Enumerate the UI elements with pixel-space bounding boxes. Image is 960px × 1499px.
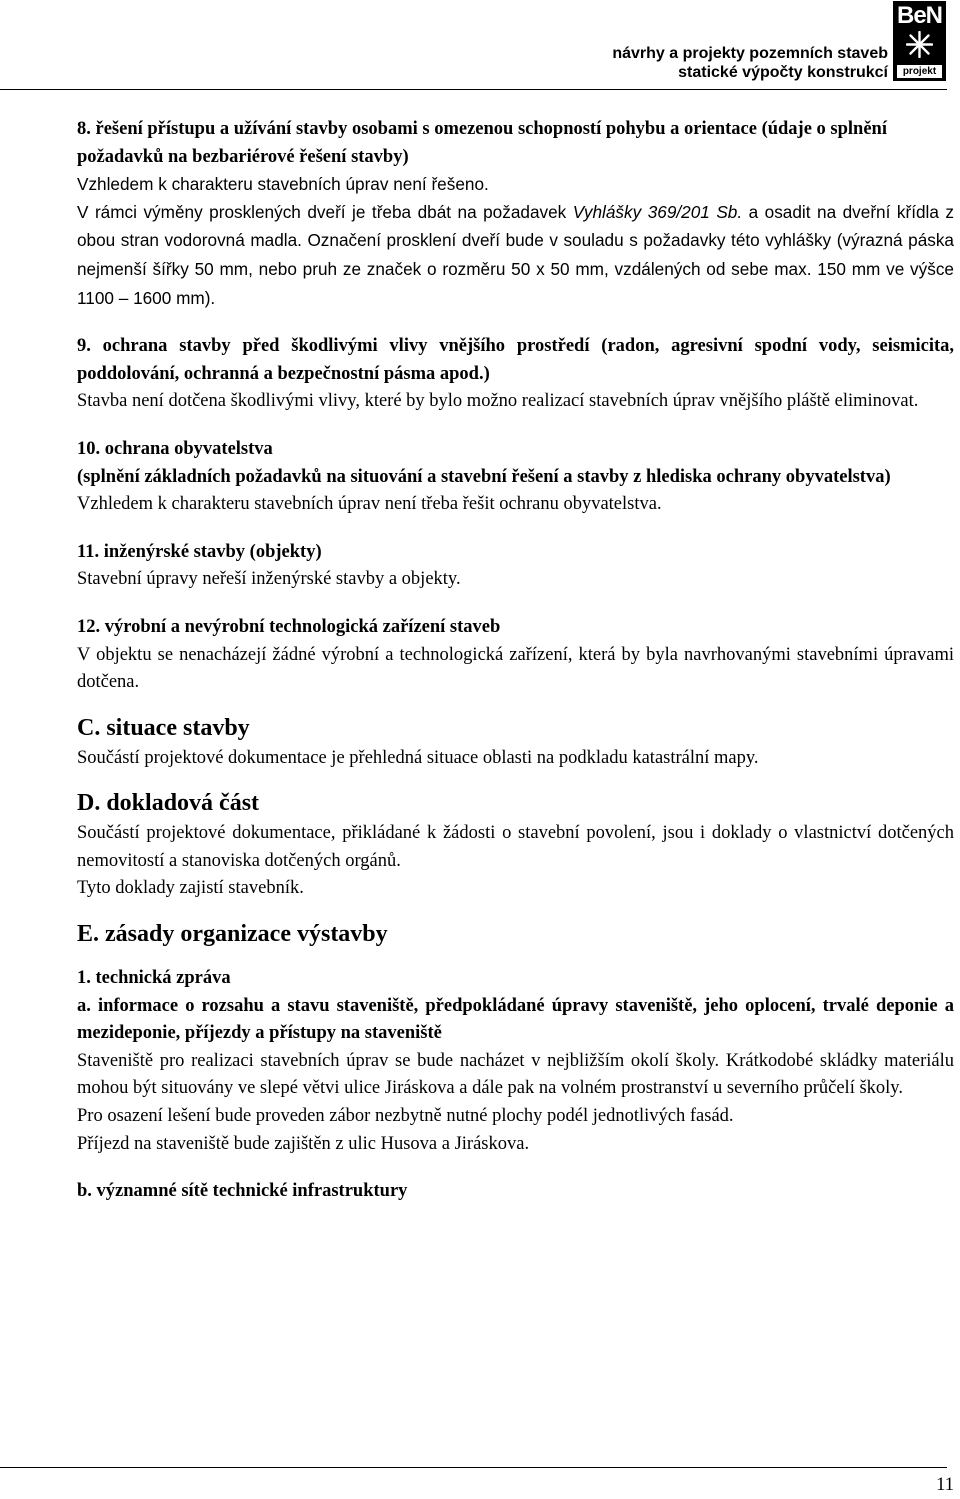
section-e-subheading-1: 1. technická zpráva: [77, 968, 231, 989]
decree-reference: Vyhlášky 369/201 Sb.: [572, 201, 743, 222]
section-12-heading: 12. výrobní a nevýrobní technologická zařízení staveb: [77, 616, 501, 637]
section-c-text: Součástí projektové dokumentace je přehledná situace oblasti na podkladu katastrální mapy.: [77, 747, 759, 768]
section-d-text-1: Součástí projektové dokumentace, přikládané k žádosti o stavební povolení, jsou i doklady o vlastnictví dotčených nemovitostí a stanoviska dotčených orgánů.: [77, 823, 954, 871]
section-10-subheading: (splnění základních požadavků na situování a stavební řešení a stavby z hlediska ochrany obyvatelstva): [77, 466, 891, 487]
section-d-heading: D. dokladová část: [77, 790, 260, 817]
section-8-text-2d: Označení prosklení dveří bude v souladu s požadavky této vyhlášky (výrazná páska nejmenší šířky 50 mm, nebo pruh ze značek o rozměru 50 x 50 mm, vzdálených od sebe max. 150 mm ve výšce 1100 – 1600 mm).: [77, 230, 954, 308]
header-line-1: návrhy a projekty pozemních staveb: [612, 45, 888, 62]
header-text: [612, 44, 888, 82]
header-rule: [0, 89, 947, 90]
section-e-text-2: Pro osazení lešení bude proveden zábor nezbytně nutné plochy podél jednotlivých fasád.: [77, 1106, 734, 1127]
section-11-heading: 11. inženýrské stavby (objekty): [77, 541, 322, 562]
section-c-heading: C. situace stavby: [77, 714, 250, 741]
section-10-text: Vzhledem k charakteru stavebních úprav není třeba řešit ochranu obyvatelstva.: [77, 494, 662, 515]
section-e-text-1: Staveniště pro realizaci stavebních úprav se bude nacházet v nejbližším okolí školy. Krátkodobé skládky materiálu mohou být situovány ve slepé větvi ulice Jiráskova a dále pak na volném prostranství u severního průčelí školy.: [77, 1050, 954, 1099]
section-9-text: Stavba není dotčena škodlivými vlivy, které by bylo možno realizací stavebních úprav vnějšího pláště eliminovat.: [77, 391, 919, 412]
section-d-text-2: Tyto doklady zajistí stavebník.: [77, 878, 304, 899]
section-10-heading: 10. ochrana obyvatelstva: [77, 438, 273, 459]
section-8-text-2: [77, 199, 954, 313]
section-8-text-1: Vzhledem k charakteru stavebních úprav není řešeno.: [77, 174, 489, 195]
logo-text: BeN: [896, 2, 942, 29]
document-body: [77, 116, 954, 1206]
section-11-text: Stavební úpravy neřeší inženýrské stavby a objekty.: [77, 569, 461, 590]
section-8-text-2c: a osadit na dveřní křídla z obou stran vodorovná madla.: [77, 201, 954, 251]
section-e-text-3: Příjezd na staveniště bude zajištěn z ulic Husova a Jiráskova.: [77, 1133, 530, 1154]
logo-tag: projekt: [897, 65, 942, 78]
footer-rule: [0, 1467, 947, 1468]
company-logo: [893, 1, 946, 81]
section-8-heading: 8. řešení přístupu a užívání stavby osobami s omezenou schopností pohybu a orientace (údaje o splnění požadavků na bezbariérové řešení stavby): [77, 119, 887, 167]
section-e-subheading-a: a. informace o rozsahu a stavu staveniště, předpokládané úpravy staveniště, jeho oplocení, trvalé deponie a mezideponie, příjezdy a přístupy na staveniště: [77, 995, 954, 1044]
page-number: 11: [936, 1475, 954, 1495]
star-icon: [906, 31, 933, 58]
section-9-heading: 9. ochrana stavby před škodlivými vlivy vnějšího prostředí (radon, agresivní spodní vody, seismicita, poddolování, ochranná a bezpečnostní pásma apod.): [77, 336, 954, 384]
section-e-subheading-b: b. významné sítě technické infrastruktury: [77, 1181, 408, 1202]
header-line-2: statické výpočty konstrukcí: [678, 64, 888, 81]
section-8-text-2a: V rámci výměny prosklených dveří je třeba dbát na požadavek: [77, 201, 573, 222]
section-12-text: V objektu se nenacházejí žádné výrobní a technologická zařízení, která by byla navrhovanými stavebními úpravami dotčena.: [77, 644, 954, 693]
section-e-heading: E. zásady organizace výstavby: [77, 921, 388, 948]
